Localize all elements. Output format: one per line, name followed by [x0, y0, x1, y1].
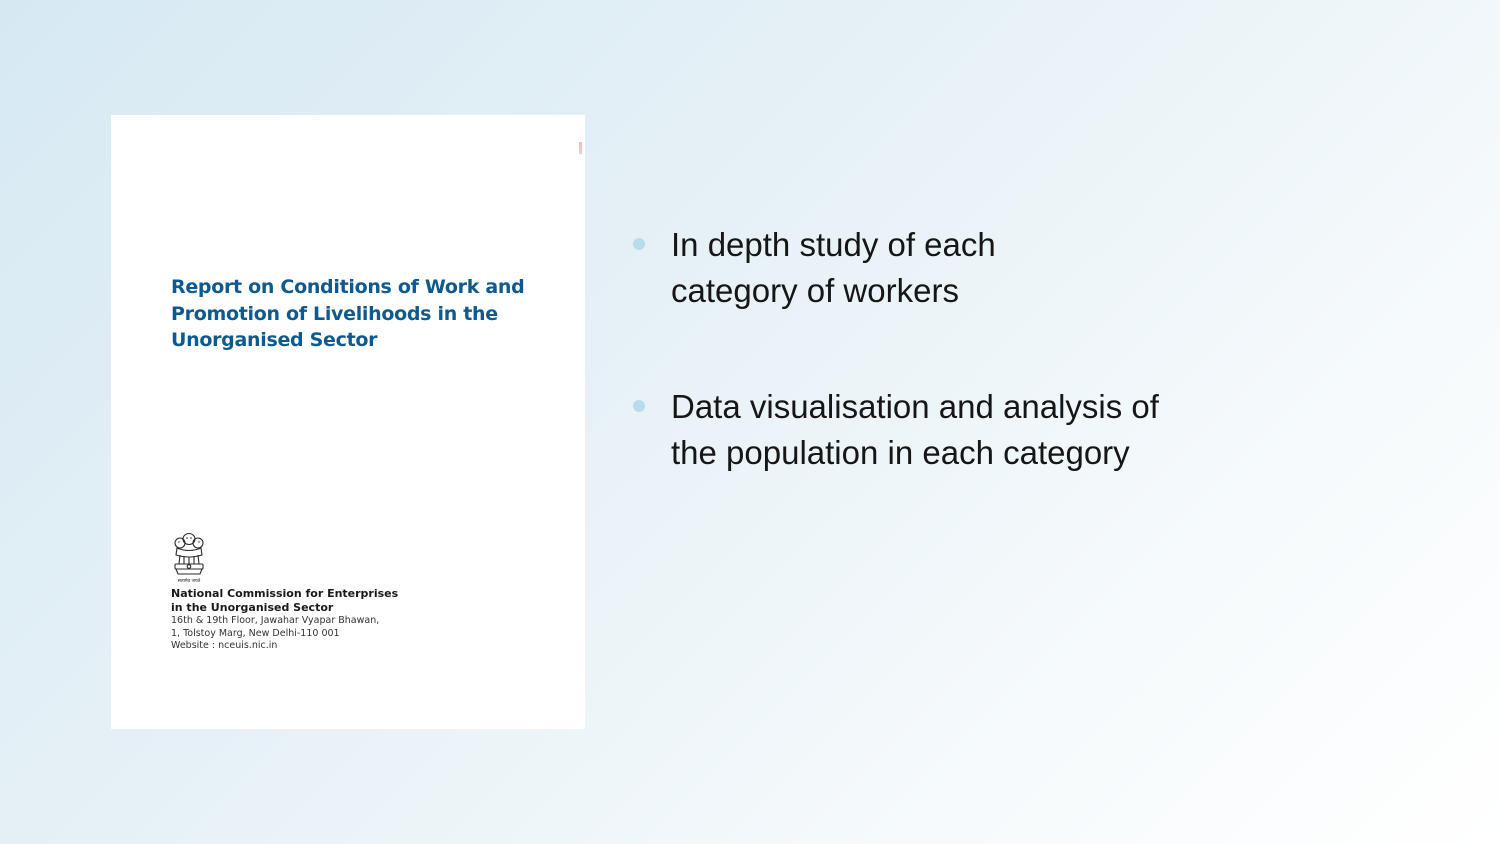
publisher-name-line: National Commission for Enterprises	[171, 587, 399, 600]
publisher-website: Website : nceuis.nic.in	[171, 640, 278, 651]
publisher-address-line: 1, Tolstoy Marg, New Delhi-110 001	[171, 627, 340, 639]
national-emblem-icon	[171, 531, 207, 585]
bullet-text	[671, 384, 1450, 475]
bullet-text-line: the population in each category	[671, 433, 1130, 471]
publisher-info	[171, 587, 398, 653]
bullet-text-line: category of workers	[671, 271, 959, 309]
report-title-line: Promotion of Livelihoods in the	[171, 302, 498, 325]
bullet-item	[630, 384, 1450, 475]
bullet-text-line: In depth study of each	[671, 226, 996, 263]
cover-edge-mark	[579, 142, 582, 154]
bullet-dot-icon	[633, 238, 645, 250]
report-title-line: Report on Conditions of Work and	[171, 276, 525, 298]
report-title-line: Unorganised Sector	[171, 329, 378, 351]
bullet-text	[671, 222, 1450, 313]
bullet-dot-icon	[633, 400, 645, 412]
bullet-item	[630, 222, 1450, 313]
bullet-text-line: Data visualisation and analysis of	[671, 388, 1159, 425]
emblem-caption: सत्यमेव जयते	[177, 579, 201, 584]
publisher-name-line: in the Unorganised Sector	[171, 601, 334, 614]
report-title	[171, 274, 531, 354]
report-cover-image	[111, 115, 585, 729]
publisher-address-line: 16th & 19th Floor, Jawahar Vyapar Bhawan,	[171, 615, 380, 626]
bullet-list	[630, 222, 1450, 546]
